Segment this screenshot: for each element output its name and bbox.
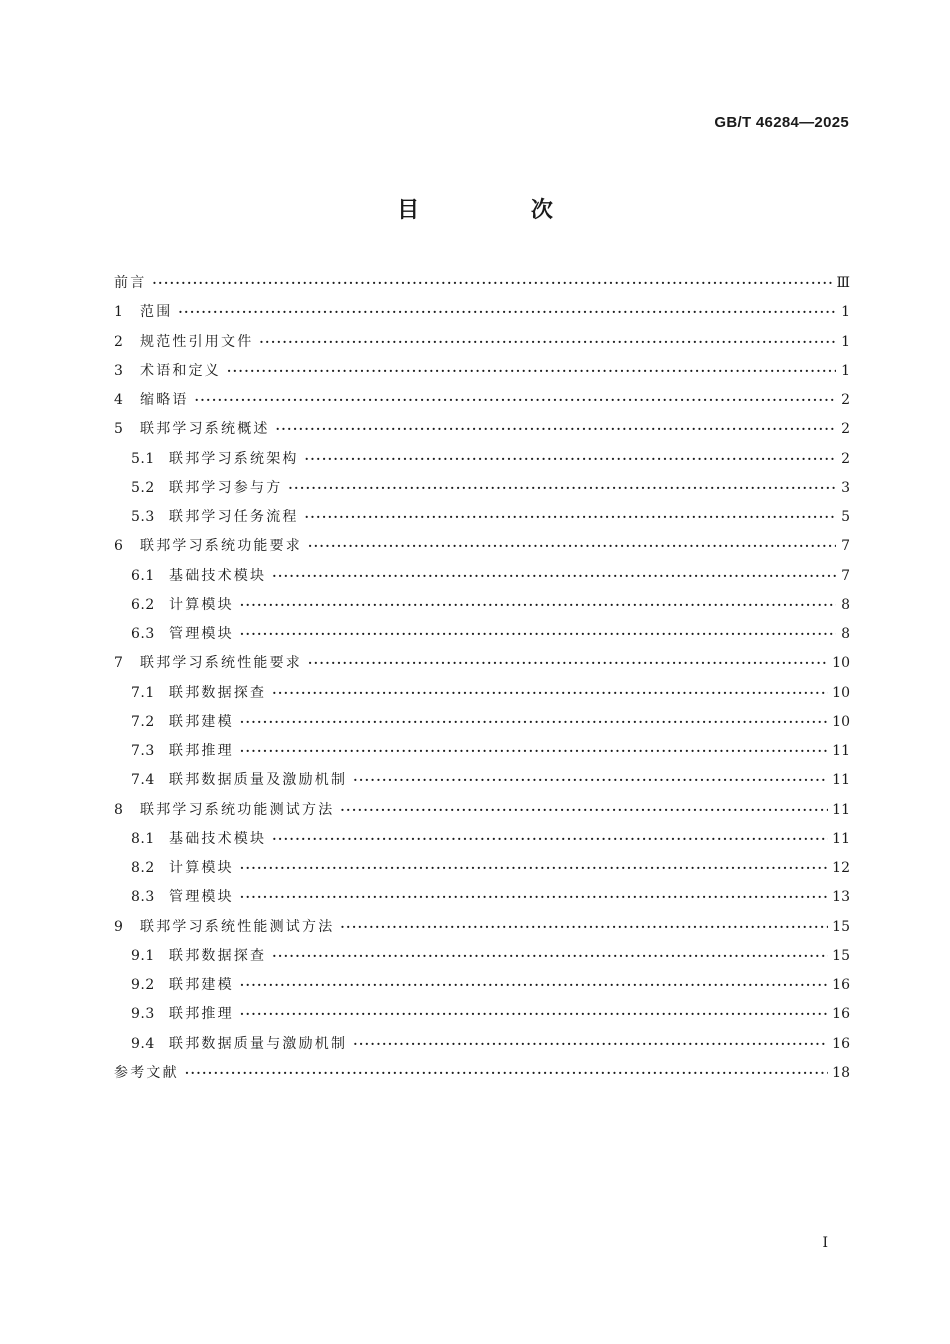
toc-entry-label: 联邦学习任务流程	[169, 509, 299, 525]
toc-dot-leader	[240, 737, 828, 766]
toc-entry-page: 13	[832, 889, 850, 906]
toc-entry[interactable]	[114, 503, 850, 532]
toc-entry-page: 18	[832, 1064, 850, 1081]
toc-entry[interactable]	[114, 474, 850, 503]
toc-entry-page: 10	[832, 655, 850, 672]
toc-dot-leader	[240, 854, 828, 883]
toc-dot-leader	[288, 474, 836, 503]
table-of-contents	[114, 269, 850, 1088]
toc-entry-label: 联邦学习系统性能测试方法	[140, 918, 335, 935]
toc-entry-label: 联邦建模	[169, 977, 234, 993]
toc-entry[interactable]	[114, 913, 850, 942]
toc-entry-number: 7	[114, 655, 124, 672]
toc-dot-leader	[340, 796, 828, 825]
toc-entry-page: 1	[841, 362, 850, 379]
toc-entry-label: 联邦推理	[169, 1006, 234, 1023]
toc-entry-label: 管理模块	[169, 889, 234, 906]
toc-dot-leader	[240, 620, 836, 649]
page-title: 目 次	[397, 198, 605, 223]
toc-dot-leader	[178, 298, 836, 327]
toc-entry-number: 3	[114, 362, 124, 379]
toc-dot-leader	[272, 825, 828, 854]
toc-entry[interactable]	[114, 298, 850, 327]
toc-entry-label: 管理模块	[169, 626, 234, 642]
toc-dot-leader	[276, 415, 836, 444]
toc-entry[interactable]	[114, 942, 850, 971]
toc-entry[interactable]	[114, 328, 850, 357]
toc-entry-page: 16	[832, 1006, 850, 1023]
toc-entry-page: 12	[832, 860, 850, 876]
toc-entry-number: 5.3	[131, 509, 155, 525]
toc-entry[interactable]	[114, 1030, 850, 1059]
toc-entry-page: 1	[841, 333, 850, 350]
toc-entry[interactable]	[114, 825, 850, 854]
toc-entry-label: 联邦建模	[169, 713, 234, 730]
toc-dot-leader	[305, 445, 836, 474]
toc-dot-leader	[240, 883, 828, 912]
toc-entry-number: 5.1	[131, 450, 155, 467]
toc-dot-leader	[340, 913, 828, 942]
toc-entry-label: 联邦学习系统功能要求	[140, 538, 302, 555]
toc-entry-number: 9.3	[131, 1006, 155, 1023]
toc-entry-number: 7.1	[131, 684, 155, 701]
toc-entry-page: 16	[832, 977, 850, 993]
toc-entry[interactable]	[114, 1000, 850, 1029]
toc-dot-leader	[308, 532, 836, 561]
toc-dot-leader	[305, 503, 836, 532]
toc-dot-leader	[240, 708, 828, 737]
toc-entry[interactable]	[114, 415, 850, 444]
toc-entry-label: 联邦推理	[169, 743, 234, 759]
toc-entry-page: 11	[832, 772, 850, 789]
toc-entry-page: 15	[832, 918, 850, 935]
toc-entry[interactable]	[114, 854, 850, 883]
toc-entry-label: 术语和定义	[140, 362, 221, 379]
toc-entry-number: 9.1	[131, 947, 155, 964]
toc-entry-number: 6.2	[131, 596, 155, 613]
toc-entry[interactable]	[114, 591, 850, 620]
toc-entry-number: 9.4	[131, 1035, 155, 1052]
toc-entry-number: 8	[114, 801, 124, 818]
toc-dot-leader	[240, 591, 836, 620]
toc-dot-leader	[240, 1000, 828, 1029]
toc-entry-number: 9.2	[131, 977, 155, 993]
toc-entry-number: 6	[114, 538, 124, 555]
toc-entry-page: 2	[841, 392, 850, 408]
toc-dot-leader	[272, 679, 828, 708]
toc-entry-number: 2	[114, 333, 124, 350]
toc-entry-label: 规范性引用文件	[140, 333, 254, 350]
toc-entry-page: 7	[841, 538, 850, 555]
toc-entry-label: 前言	[114, 275, 147, 291]
toc-entry[interactable]	[114, 532, 850, 561]
toc-entry-label: 计算模块	[169, 596, 234, 613]
toc-entry-page: 11	[832, 830, 850, 847]
toc-entry-page: 11	[832, 743, 850, 759]
toc-entry-page: 3	[841, 479, 850, 496]
toc-entry-page: 7	[841, 567, 850, 584]
toc-entry-number: 8.1	[131, 830, 155, 847]
toc-entry-page: Ⅲ	[836, 275, 850, 291]
toc-entry[interactable]	[114, 386, 850, 415]
toc-dot-leader	[353, 1030, 828, 1059]
toc-dot-leader	[240, 971, 828, 1000]
toc-entry[interactable]	[114, 620, 850, 649]
toc-entry-number: 6.1	[131, 567, 155, 584]
toc-entry-number: 5	[114, 421, 124, 438]
toc-dot-leader	[308, 649, 828, 678]
toc-entry[interactable]	[114, 766, 850, 795]
toc-entry[interactable]	[114, 649, 850, 678]
toc-entry-label: 参考文献	[114, 1064, 179, 1081]
toc-dot-leader	[185, 1059, 828, 1088]
toc-entry[interactable]	[114, 971, 850, 1000]
toc-entry-label: 联邦学习系统架构	[169, 450, 299, 467]
toc-entry-number: 1	[114, 304, 124, 321]
toc-dot-leader	[195, 386, 836, 415]
toc-entry-number: 7.2	[131, 713, 155, 730]
toc-entry[interactable]	[114, 445, 850, 474]
toc-entry-page: 2	[841, 421, 850, 438]
toc-entry-number: 8.2	[131, 860, 155, 876]
toc-dot-leader	[353, 766, 828, 795]
toc-entry-page: 2	[841, 450, 850, 467]
toc-entry[interactable]	[114, 679, 850, 708]
toc-entry-number: 8.3	[131, 889, 155, 906]
toc-entry-number: 4	[114, 392, 124, 408]
toc-dot-leader	[272, 942, 828, 971]
toc-entry[interactable]	[114, 796, 850, 825]
toc-entry[interactable]	[114, 357, 850, 386]
toc-entry-page: 10	[832, 684, 850, 701]
toc-entry-page: 15	[832, 947, 850, 964]
toc-entry-label: 联邦学习系统概述	[140, 421, 270, 438]
toc-entry[interactable]	[114, 1059, 850, 1088]
toc-entry-number: 6.3	[131, 626, 155, 642]
page-number: I	[822, 1235, 828, 1251]
toc-entry-label: 联邦数据质量及激励机制	[169, 772, 348, 789]
toc-entry-page: 11	[832, 801, 850, 818]
standard-number: GB/T 46284—2025	[714, 114, 849, 131]
toc-entry-label: 缩略语	[140, 392, 189, 408]
toc-entry-label: 联邦学习系统功能测试方法	[140, 801, 335, 818]
toc-dot-leader	[272, 562, 836, 591]
toc-entry-page: 8	[841, 596, 850, 613]
toc-entry-label: 联邦学习参与方	[169, 479, 283, 496]
toc-entry-number: 5.2	[131, 479, 155, 496]
toc-entry-label: 计算模块	[169, 860, 234, 876]
toc-entry-label: 联邦数据质量与激励机制	[169, 1035, 348, 1052]
toc-entry-number: 9	[114, 918, 124, 935]
toc-entry-page: 10	[832, 713, 850, 730]
toc-dot-leader	[227, 357, 836, 386]
toc-entry-label: 联邦数据探查	[169, 947, 267, 964]
toc-entry[interactable]	[114, 883, 850, 912]
toc-entry[interactable]	[114, 562, 850, 591]
toc-entry-label: 基础技术模块	[169, 567, 267, 584]
toc-entry-page: 5	[841, 509, 850, 525]
toc-dot-leader	[259, 328, 836, 357]
toc-entry[interactable]	[114, 737, 850, 766]
toc-entry[interactable]	[114, 269, 850, 298]
toc-entry[interactable]	[114, 708, 850, 737]
toc-entry-label: 范围	[140, 304, 173, 321]
toc-entry-label: 基础技术模块	[169, 830, 267, 847]
toc-entry-number: 7.4	[131, 772, 155, 789]
toc-entry-page: 8	[841, 626, 850, 642]
toc-entry-label: 联邦学习系统性能要求	[140, 655, 302, 672]
toc-entry-page: 16	[832, 1035, 850, 1052]
toc-entry-page: 1	[841, 304, 850, 321]
toc-dot-leader	[152, 269, 832, 298]
toc-entry-number: 7.3	[131, 743, 155, 759]
toc-entry-label: 联邦数据探查	[169, 684, 267, 701]
